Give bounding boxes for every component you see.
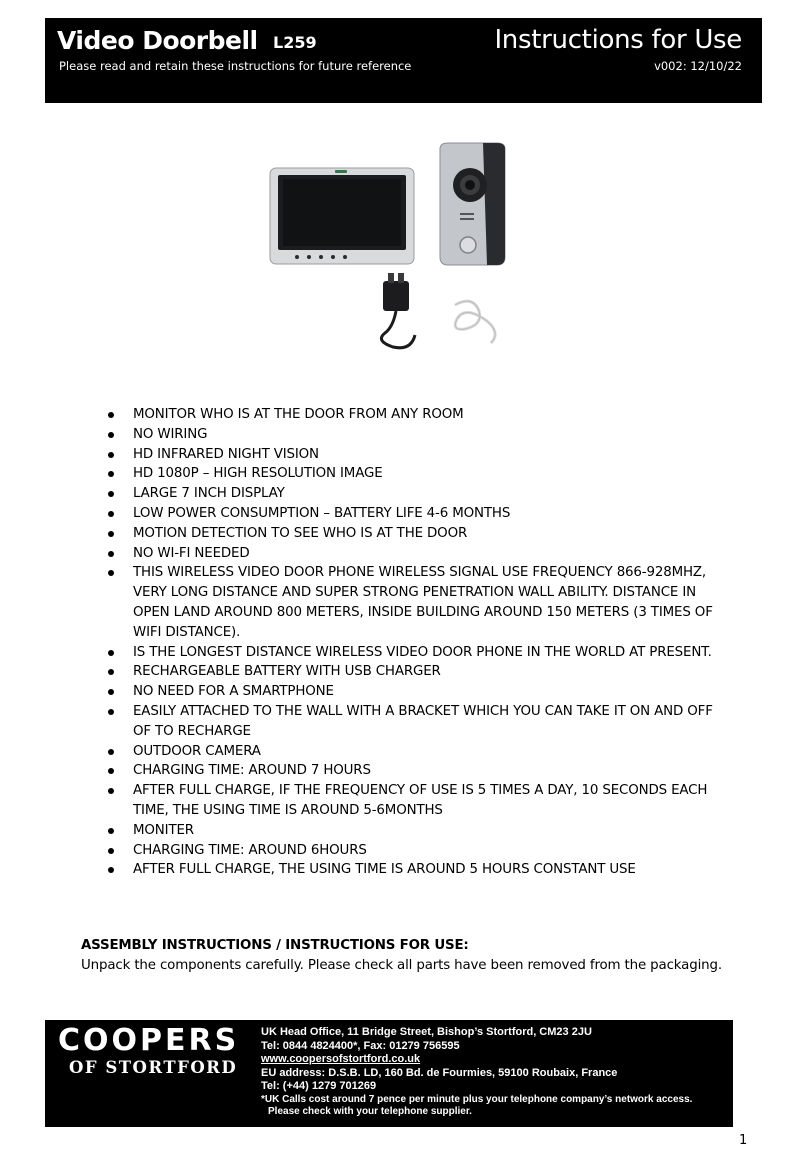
feature-item: MONITER	[108, 821, 728, 841]
feature-item: LARGE 7 INCH DISPLAY	[108, 484, 728, 504]
doorbell-camera-image	[440, 143, 505, 265]
feature-item: LOW POWER CONSUMPTION – BATTERY LIFE 4-6 MONTHS	[108, 504, 728, 524]
telephone-supplier-note: Please check with your telephone supplier.	[268, 1105, 472, 1117]
feature-item: NO WIRING	[108, 425, 728, 445]
eu-phone: Tel: (+44) 1279 701269	[261, 1080, 377, 1093]
company-logo-main: COOPERS	[58, 1023, 240, 1058]
feature-item: AFTER FULL CHARGE, THE USING TIME IS AROUND 5 HOURS CONSTANT USE	[108, 860, 728, 880]
feature-item: HD 1080P – HIGH RESOLUTION IMAGE	[108, 464, 728, 484]
version-label: v002: 12/10/22	[654, 59, 742, 73]
monitor-image	[270, 168, 414, 264]
feature-item: IS THE LONGEST DISTANCE WIRELESS VIDEO DOOR PHONE IN THE WORLD AT PRESENT.	[108, 643, 728, 663]
feature-item: EASILY ATTACHED TO THE WALL WITH A BRACKET WHICH YOU CAN TAKE IT ON AND OFF OF TO RECHARGE	[108, 702, 728, 742]
feature-item: THIS WIRELESS VIDEO DOOR PHONE WIRELESS SIGNAL USE FREQUENCY 866-928MHZ, VERY LONG DISTANCE AND SUPER STRONG PENETRATION WALL ABILITY. DISTANCE IN OPEN LAND AROUND 800 METERS, INSIDE BUILDING AROUND 150 METERS (3 TIMES OF WIFI DISTANCE).	[108, 563, 728, 642]
product-title: Video Doorbell	[57, 26, 258, 55]
model-number: L259	[273, 33, 317, 52]
product-photo	[265, 135, 515, 365]
uk-phone: Tel: 0844 4824400*, Fax: 01279 756595	[261, 1039, 460, 1052]
instructions-title: Instructions for Use	[494, 25, 742, 55]
feature-item: HD INFRARED NIGHT VISION	[108, 445, 728, 465]
assembly-heading: ASSEMBLY INSTRUCTIONS / INSTRUCTIONS FOR USE:	[81, 938, 469, 953]
feature-item: MONITOR WHO IS AT THE DOOR FROM ANY ROOM	[108, 405, 728, 425]
call-cost-note: *UK Calls cost around 7 pence per minute plus your telephone company’s network access.	[261, 1093, 693, 1105]
eu-address: EU address: D.S.B. LD, 160 Bd. de Fourmies, 59100 Roubaix, France	[261, 1066, 618, 1079]
feature-item: NO NEED FOR A SMARTPHONE	[108, 682, 728, 702]
feature-item: AFTER FULL CHARGE, IF THE FREQUENCY OF USE IS 5 TIMES A DAY, 10 SECONDS EACH TIME, THE USING TIME IS AROUND 5-6MONTHS	[108, 781, 728, 821]
feature-item: NO WI-FI NEEDED	[108, 544, 728, 564]
assembly-text: Unpack the components carefully. Please check all parts have been removed from the packaging.	[81, 958, 722, 973]
contact-details	[261, 1026, 731, 1118]
company-logo-sub: OF STORTFORD	[69, 1058, 238, 1077]
feature-item: MOTION DETECTION TO SEE WHO IS AT THE DOOR	[108, 524, 728, 544]
feature-item: CHARGING TIME: AROUND 7 HOURS	[108, 761, 728, 781]
uk-address: UK Head Office, 11 Bridge Street, Bishop’s Stortford, CM23 2JU	[261, 1026, 592, 1038]
document-header	[45, 18, 762, 103]
website-link[interactable]: www.coopersofstortford.co.uk	[261, 1053, 421, 1066]
header-subtitle: Please read and retain these instructions for future reference	[59, 59, 412, 73]
feature-item: RECHARGEABLE BATTERY WITH USB CHARGER	[108, 662, 728, 682]
company-footer	[45, 1020, 733, 1127]
feature-list	[108, 405, 728, 880]
page-number: 1	[739, 1133, 748, 1148]
feature-item: CHARGING TIME: AROUND 6HOURS	[108, 841, 728, 861]
feature-item: OUTDOOR CAMERA	[108, 742, 728, 762]
